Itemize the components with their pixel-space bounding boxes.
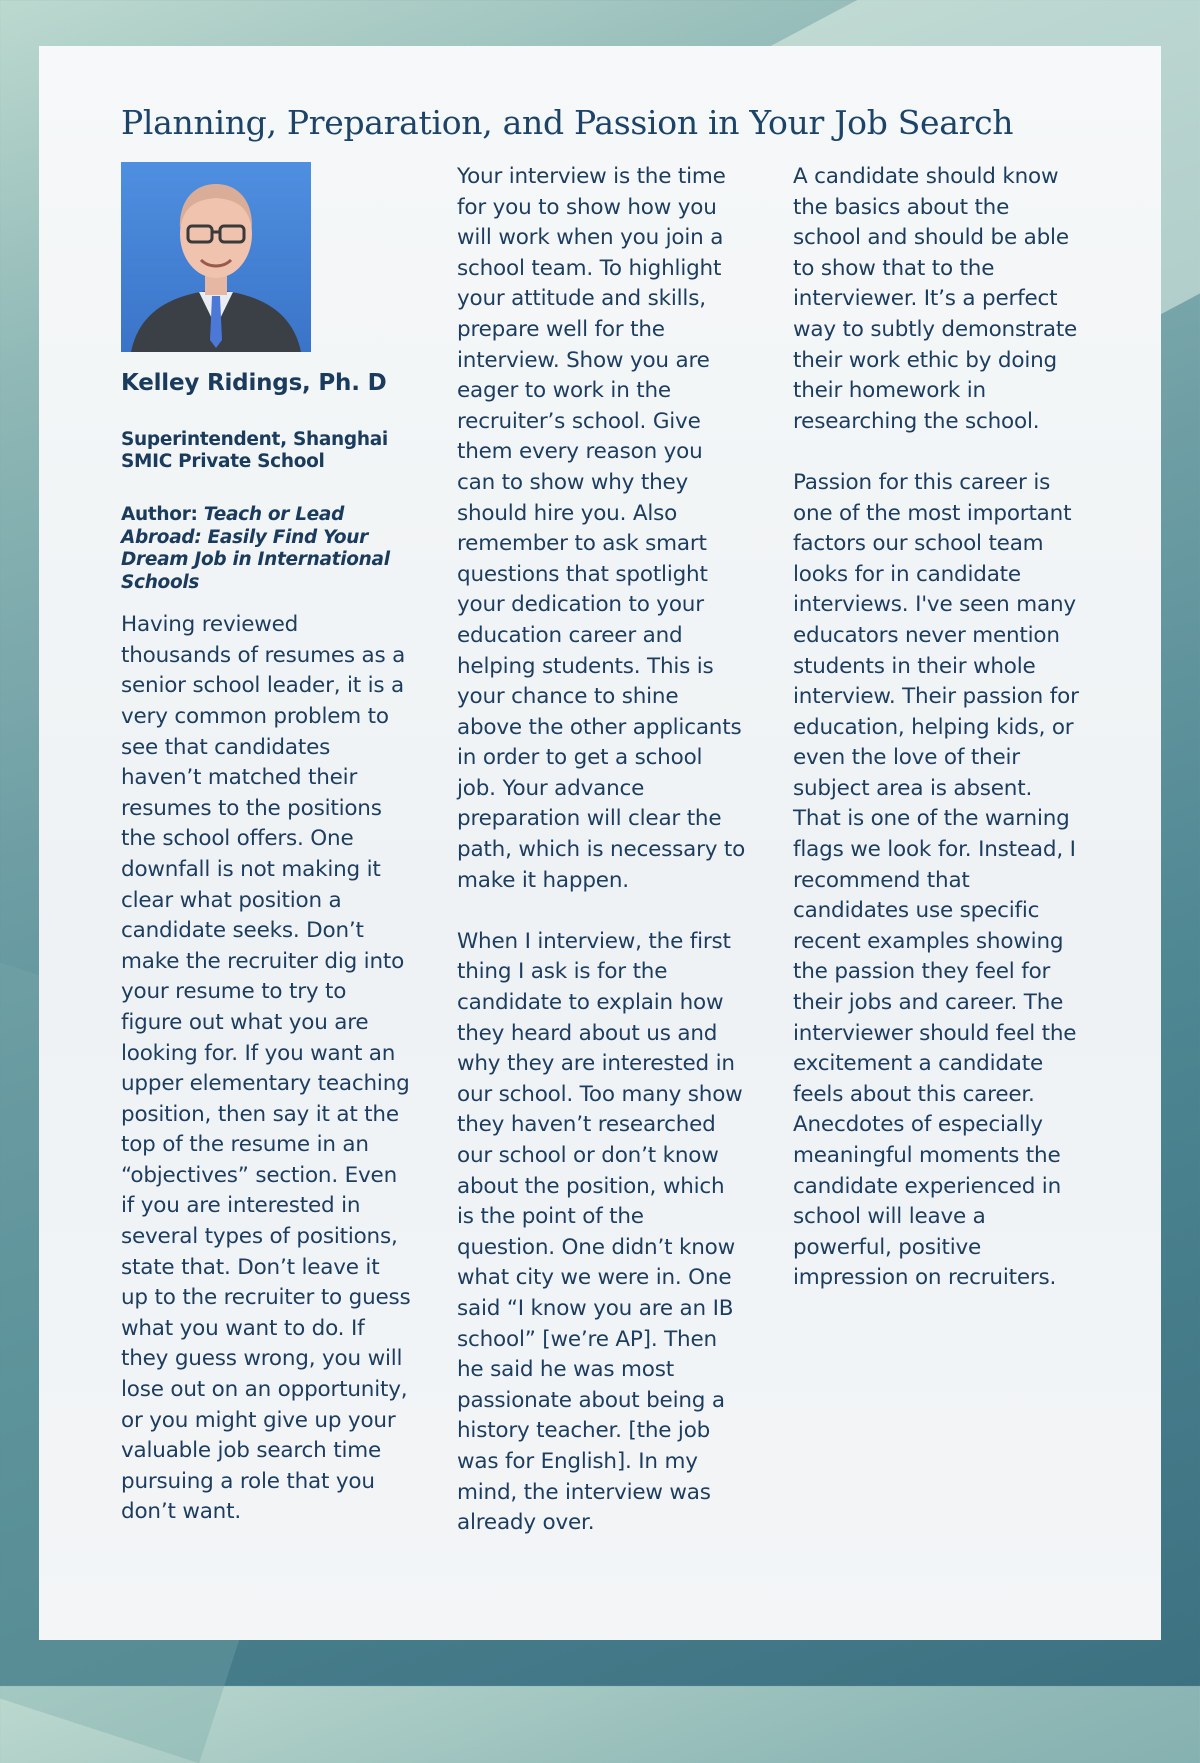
author-book-title: Teach or Lead Abroad: Easily Find Your Dream Job in International Schools (121, 504, 390, 593)
column-3 (793, 162, 1083, 1294)
author-book (121, 504, 411, 594)
author-role: Superintendent, Shanghai SMIC Private School (121, 428, 388, 473)
paragraph: When I interview, the first thing I ask is for the candidate to explain how they heard about us and why they are interested in our school. Too many show they haven’t researched our school or don’t know about the position, which is the point of the question. One didn’t know what city we were in. One said “I know you are an IB school” [we’re AP]. Then he said he was most passionate about being a history teacher. [the job was for English]. In my mind, the interview was already over. (457, 928, 743, 1536)
column-1 (121, 162, 411, 1528)
paragraph: Your interview is the time for you to show how you will work when you join a school team. To highlight your attitude and skills, prepare well for the interview. Show you are eager to work in the recruiter’s school. Give them every reason you can to show why they should hire you. Also remember to ask smart questions that spotlight your dedication to your education career and helping students. This is your chance to shine above the other applicants in order to get a school job. Your advance preparation will clear the path, which is necessary to make it happen. (457, 164, 746, 893)
paragraph: Having reviewed thousands of resumes as a senior school leader, it is a very common problem to see that candidates haven’t matched their resumes to the positions the school offers. One downfall is not making it clear what position a candidate seeks. Don’t make the recruiter dig into your resume to try to figure out what you are looking for. If you want an upper elementary teaching position, then say it at the top of the resume in an “objectives” section. Even if you are interested in several types of positions, state that. Don’t leave it up to the recruiter to guess what you want to do. If they guess wrong, you will lose out on an opportunity, or you might give up your valuable job search time pursuing a role that you don’t want. (121, 612, 411, 1525)
article-card (39, 46, 1161, 1640)
paragraph: Passion for this career is one of the most important factors our school team looks for in candidate interviews. I've seen many educators never mention students in their whole interview. Their passion for education, helping kids, or even the love of their subject area is absent. That is one of the warning flags we look for. Instead, I recommend that candidates use specific recent examples showing the passion they feel for their jobs and career. The interviewer should feel the excitement a candidate feels about this career. Anecdotes of especially meaningful moments the candidate experienced in school will leave a powerful, positive impression on recruiters. (793, 469, 1079, 1291)
paragraph: A candidate should know the basics about the school and should be able to show that to the interviewer. It’s a perfect way to subtly demonstrate their work ethic by doing their homework in researching the school. (793, 164, 1078, 434)
column-2 (457, 162, 747, 1539)
column-1-body (121, 610, 411, 1528)
article-title: Planning, Preparation, and Passion in Your Job Search (121, 103, 1014, 142)
author-book-prefix: Author: (121, 504, 204, 526)
author-name: Kelley Ridings, Ph. D (121, 370, 387, 396)
author-portrait (121, 162, 311, 352)
